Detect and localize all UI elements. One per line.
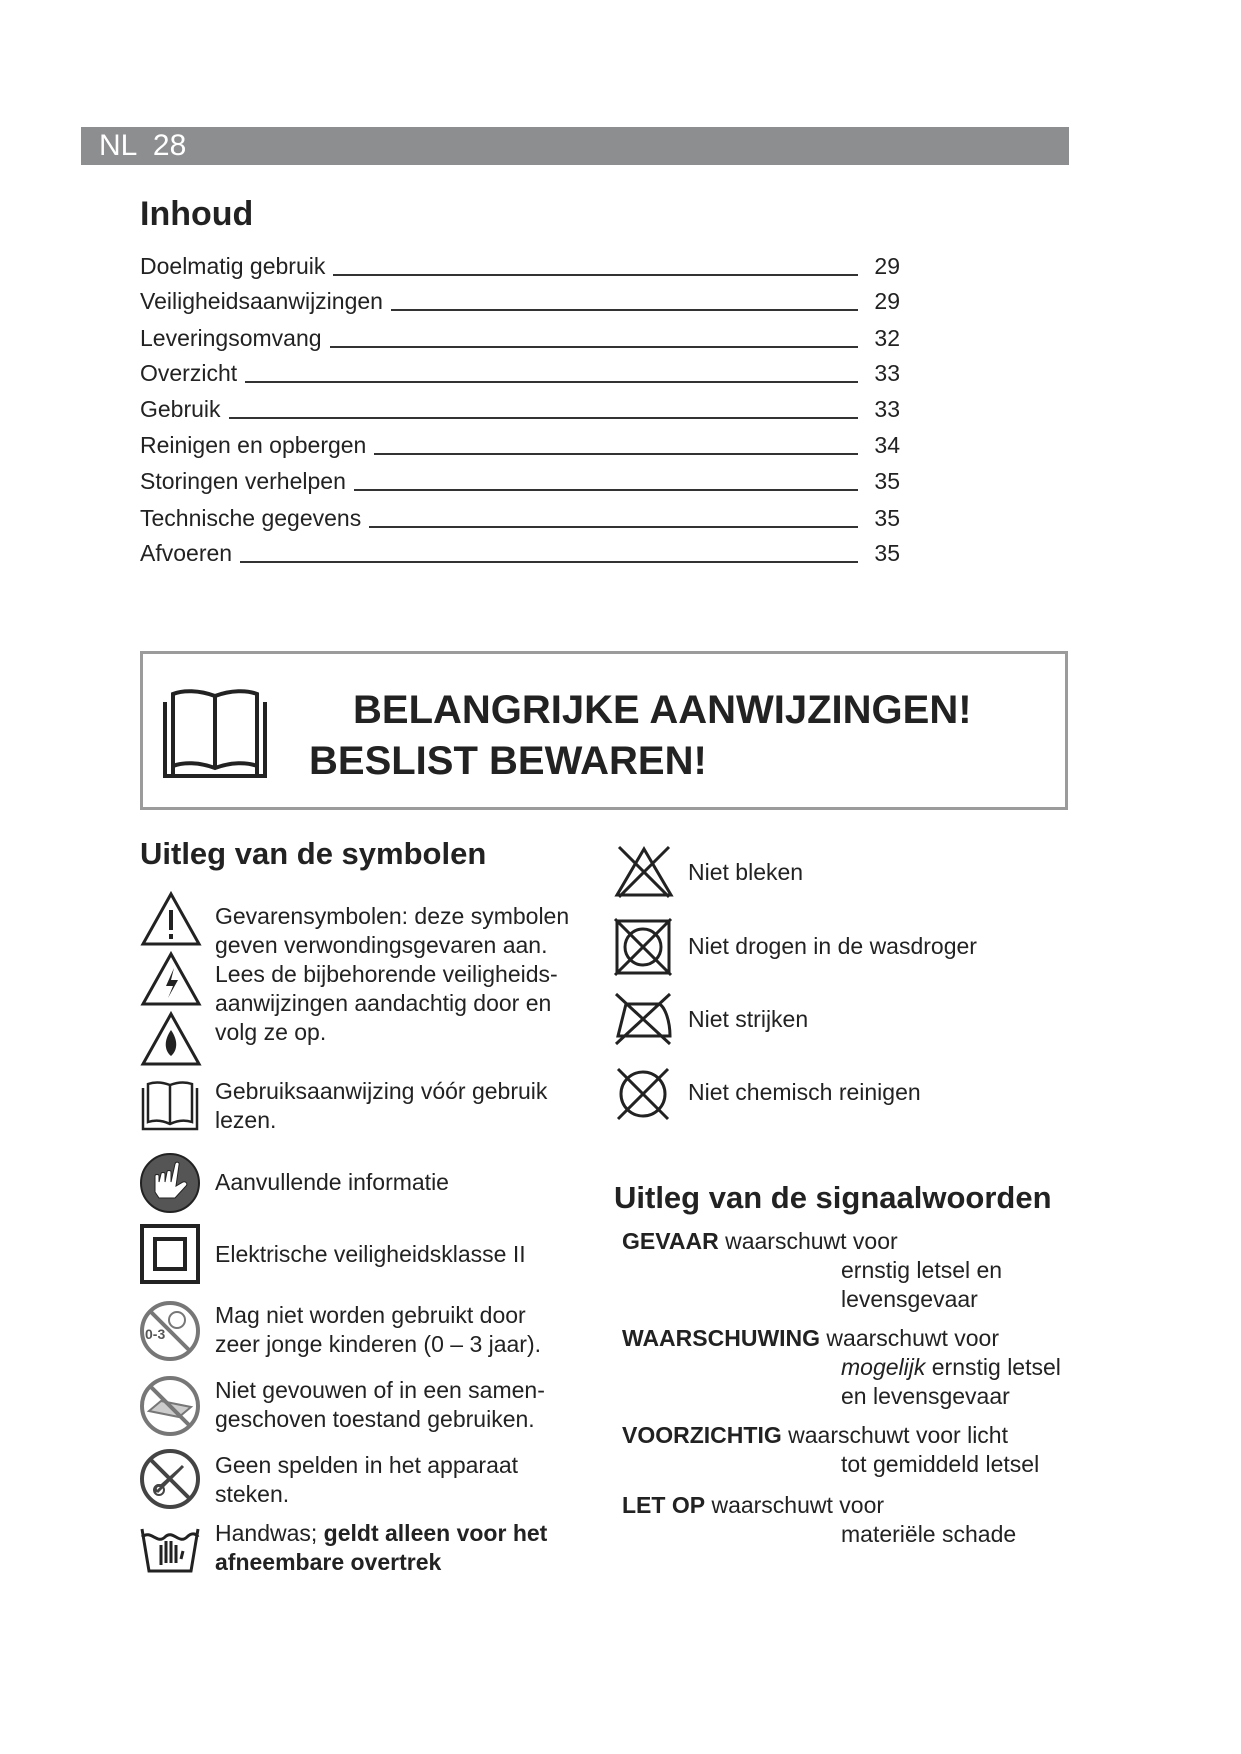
toc-item[interactable]: Afvoeren 35 xyxy=(140,540,900,566)
info-description: Aanvullende informatie xyxy=(215,1169,449,1195)
toc-item[interactable]: Technische gegevens 35 xyxy=(140,505,900,531)
no-pins-icon xyxy=(139,1448,201,1510)
no-dry-clean-icon xyxy=(612,1064,674,1124)
handwash-description: Handwas; geldt alleen voor het afneembare overtrek xyxy=(215,1520,548,1575)
toc-item[interactable]: Gebruik 33 xyxy=(140,396,900,422)
manual-book-icon xyxy=(140,1080,200,1132)
no-bleach-label: Niet bleken xyxy=(688,859,804,885)
children-description: Mag niet worden gebruikt door zeer jonge kinderen (0 – 3 jaar). xyxy=(215,1302,542,1357)
notice-heading: BELANGRIJKE AANWIJZINGEN! xyxy=(353,688,972,732)
class2-description: Elektrische veiligheidsklasse II xyxy=(215,1241,526,1267)
no-tumble-dry-label: Niet drogen in de wasdroger xyxy=(688,933,977,959)
hazard-description: Gevarensymbolen: deze symbolen geven verwondingsgevaren aan. Lees de bijbehorende veiligheids- aanwijzingen aandachtig door en volg ze op. xyxy=(215,903,570,1045)
manual-description: Gebruiksaanwijzing vóór gebruik lezen. xyxy=(215,1078,548,1133)
page-number: 28 xyxy=(152,129,187,162)
toc-item[interactable]: Veiligheidsaanwijzingen 29 xyxy=(140,288,900,314)
symbols-title: Uitleg van de symbolen xyxy=(140,836,487,871)
no-dry-clean-label: Niet chemisch reinigen xyxy=(688,1079,921,1105)
folded-description: Niet gevouwen of in een samen- geschoven toestand gebruiken. xyxy=(215,1377,545,1432)
page-header xyxy=(81,127,1069,165)
toc-item[interactable]: Overzicht 33 xyxy=(140,360,900,386)
language-code: NL xyxy=(99,129,137,162)
handwash-icon xyxy=(139,1523,201,1575)
no-iron-label: Niet strijken xyxy=(688,1006,809,1032)
no-folding-icon xyxy=(139,1375,201,1437)
pins-description: Geen spelden in het apparaat steken. xyxy=(215,1452,519,1507)
hazard-icons xyxy=(140,890,202,1070)
signal-warning: WAARSCHUWING waarschuwt voor mogelijk ernstig letsel en levensgevaar xyxy=(622,1325,1061,1409)
no-bleach-icon xyxy=(613,843,675,899)
signal-danger: GEVAAR waarschuwt voor ernstig letsel en levensgevaar xyxy=(622,1228,1003,1312)
toc-item[interactable]: Storingen verhelpen 35 xyxy=(140,468,900,494)
notice-subheading: BESLIST BEWAREN! xyxy=(309,739,707,783)
signal-caution: VOORZICHTIG waarschuwt voor licht tot gemiddeld letsel xyxy=(622,1422,1040,1477)
toc-item[interactable]: Leveringsomvang 32 xyxy=(140,325,900,351)
book-icon xyxy=(159,688,271,780)
signal-notice: LET OP waarschuwt voor materiële schade xyxy=(622,1492,1017,1547)
signals-title: Uitleg van de signaalwoorden xyxy=(614,1180,1052,1215)
toc-title: Inhoud xyxy=(140,195,254,233)
info-hand-icon xyxy=(139,1152,201,1214)
toc-item[interactable]: Doelmatig gebruik 29 xyxy=(140,253,900,279)
no-tumble-dry-icon xyxy=(613,917,673,977)
double-insulation-icon xyxy=(140,1224,200,1284)
important-notice-box xyxy=(140,651,1068,810)
no-children-icon xyxy=(139,1300,201,1362)
toc-item[interactable]: Reinigen en opbergen 34 xyxy=(140,432,900,458)
no-iron-icon xyxy=(612,990,674,1046)
svg-text:0-3: 0-3 xyxy=(145,1326,166,1342)
